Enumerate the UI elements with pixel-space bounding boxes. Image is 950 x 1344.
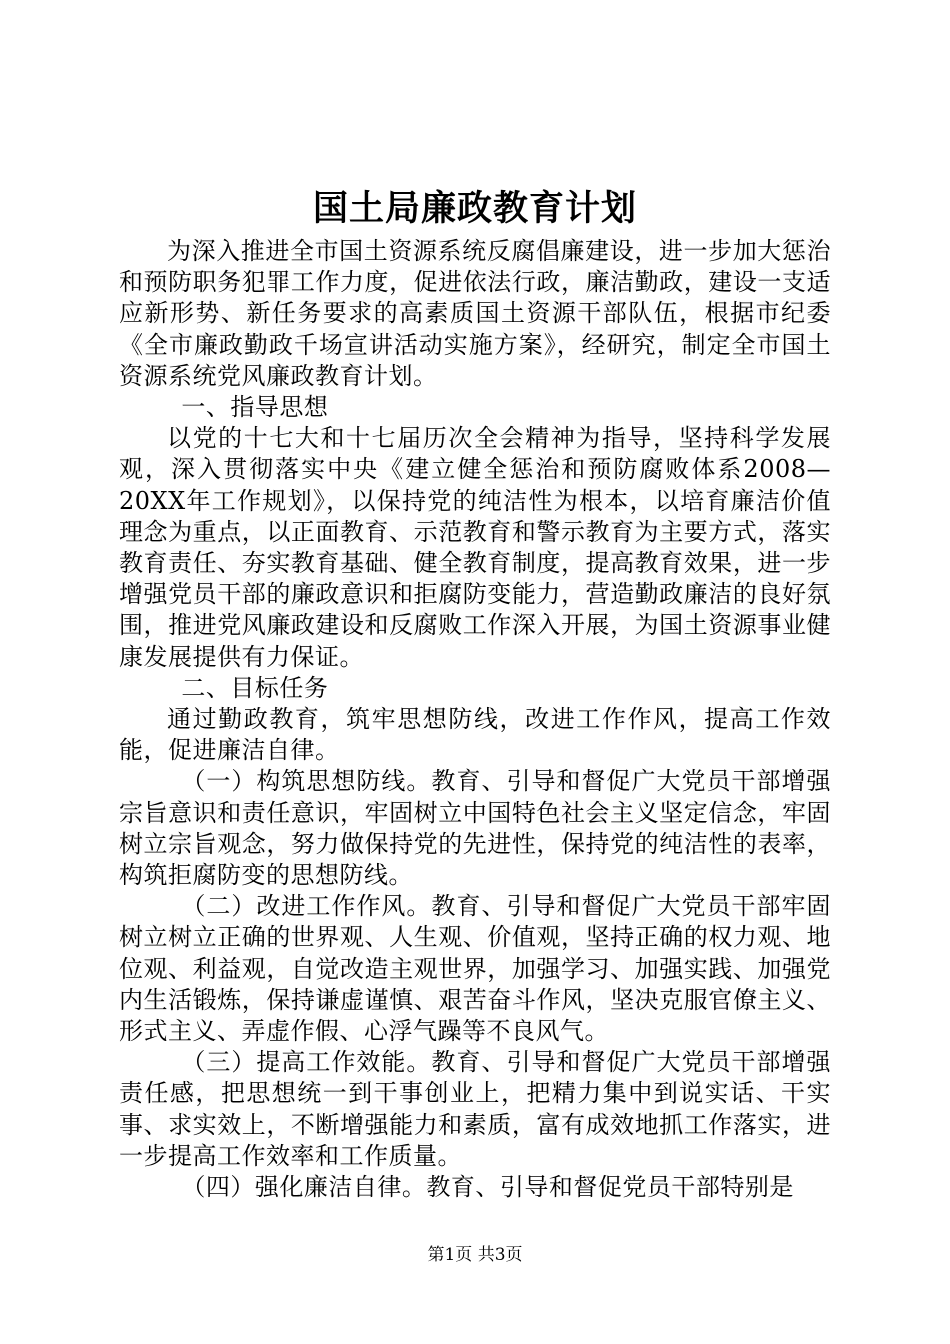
document-body	[119, 236, 831, 1203]
goals-tasks-paragraph: 通过勤政教育，筑牢思想防线，改进工作作风，提高工作效能，促进廉洁自律。	[119, 705, 831, 765]
document-title: 国土局廉政教育计划	[312, 188, 637, 229]
section-heading-goals-tasks: 二、目标任务	[181, 673, 329, 702]
guiding-ideology-paragraph: 以党的十七大和十七届历次全会精神为指导，坚持科学发展观，深入贯彻落实中央《建立健全惩治和预防腐败体系2008—20XX年工作规划》，以保持党的纯洁性为根本，以培育廉洁价值理念为重点，以正面教育、示范教育和警示教育为主要方式，落实教育责任、夯实教育基础、健全教育制度，提高教育效果，进一步增强党员干部的廉政意识和拒腐防变能力，营造勤政廉洁的良好氛围，推进党风廉政建设和反腐败工作深入开展，为国土资源事业健康发展提供有力保证。	[119, 424, 831, 671]
subsection-paragraph-4: （四）强化廉洁自律。教育、引导和督促党员干部特别是	[181, 1173, 794, 1202]
subsection-paragraph-3: （三）提高工作效能。教育、引导和督促广大党员干部增强责任感，把思想统一到干事创业上，把精力集中到说实话、干实事、求实效上，不断增强能力和素质，富有成效地抓工作落实，进一步提高工作效率和工作质量。	[119, 1048, 831, 1170]
intro-paragraph: 为深入推进全市国土资源系统反腐倡廉建设，进一步加大惩治和预防职务犯罪工作力度，促进依法行政，廉洁勤政，建设一支适应新形势、新任务要求的高素质国土资源干部队伍，根据市纪委《全市廉政勤政千场宣讲活动实施方案》，经研究，制定全市国土资源系统党风廉政教育计划。	[119, 237, 831, 390]
subsection-paragraph-2: （二）改进工作作风。教育、引导和督促广大党员干部牢固树立树立正确的世界观、人生观、价值观，坚持正确的权力观、地位观、利益观，自觉改造主观世界，加强学习、加强实践、加强党内生活锻炼，保持谦虚谨慎、艰苦奋斗作风，坚决克服官僚主义、形式主义、弄虚作假、心浮气躁等不良风气。	[119, 892, 831, 1046]
subsection-paragraph-1: （一）构筑思想防线。教育、引导和督促广大党员干部增强宗旨意识和责任意识，牢固树立中国特色社会主义坚定信念，牢固树立宗旨观念，努力做保持党的先进性，保持党的纯洁性的表率，构筑拒腐防变的思想防线。	[119, 767, 831, 890]
page-footer: 第1页 共3页	[427, 1245, 523, 1265]
section-heading-guiding-ideology: 一、指导思想	[181, 393, 329, 422]
